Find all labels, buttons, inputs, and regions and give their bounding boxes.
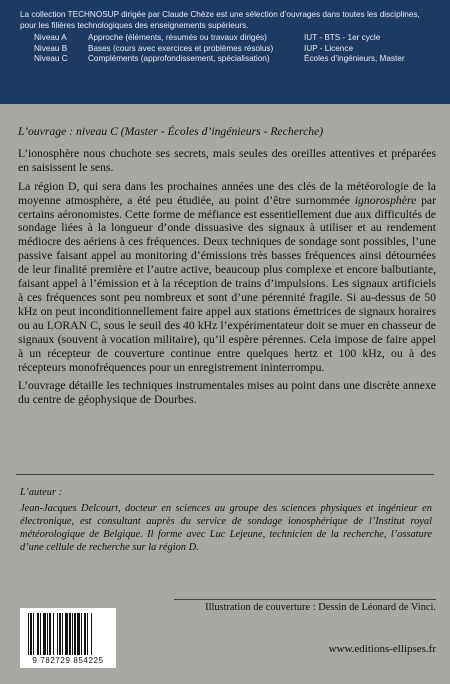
barcode-bar: [47, 613, 48, 655]
collection-header-band: [0, 0, 450, 104]
level-description: Approche (éléments, résumés ou travaux dirigés): [88, 33, 267, 43]
emphasized-term: ignorosphère: [354, 193, 417, 207]
level-row: [20, 54, 438, 65]
level-target: IUT - BTS - 1er cycle: [304, 33, 381, 43]
author-label: L’auteur :: [20, 487, 63, 498]
author-section: [20, 487, 432, 555]
barcode-bar: [49, 613, 51, 655]
description-paragraph-1: L’ionosphère nous chuchote ses secrets, mais seules des oreilles attentives et préparées en saisissent le sens.: [18, 146, 436, 174]
level-row: [20, 33, 438, 44]
barcode: [20, 608, 116, 668]
barcode-bar: [84, 613, 86, 655]
barcode-bar: [37, 613, 39, 655]
author-bio: Jean-Jacques Delcourt, docteur en sciences au groupe des sciences physiques et ingénieur en électronique, est consultant auprès du service de sondage ionosphérique de l’Institut royal météorologique de Belgique. Il forme avec Luc Lejeune, technicien de la recherche, l’ossature d’une cellule de recherche sur la région D.: [20, 502, 432, 553]
barcode-bar: [59, 613, 61, 655]
author-divider: [16, 474, 434, 475]
barcode-bar: [62, 613, 63, 655]
barcode-bar: [43, 613, 46, 655]
barcode-bar: [72, 613, 73, 655]
barcode-bar: [30, 613, 32, 655]
level-name: Niveau B: [34, 43, 68, 53]
cover-credit: Illustration de couverture : Dessin de Léonard de Vinci.: [205, 602, 436, 613]
isbn-number: 9 782729 854225: [32, 656, 104, 665]
description-paragraph-3: L’ouvrage détaille les techniques instrumentales mises au point dans une discrète annexe du centre de géophysique de Dourbes.: [18, 379, 436, 407]
barcode-bar: [65, 613, 68, 655]
barcode-bar: [74, 613, 76, 655]
barcode-bar: [69, 613, 71, 655]
barcode-bar: [53, 613, 54, 655]
level-target: Écoles d’ingénieurs, Master: [304, 54, 405, 64]
level-table: [20, 33, 438, 65]
barcode-bar: [87, 613, 88, 655]
barcode-bar: [40, 613, 41, 655]
collection-intro-line-2: pour les filières technologiques des enseignements supérieurs.: [20, 20, 249, 30]
publisher-website[interactable]: www.editions-ellipses.fr: [328, 643, 436, 655]
barcode-bar: [77, 613, 80, 655]
cover-credit-divider: [174, 599, 436, 600]
collection-intro: [20, 10, 438, 31]
barcode-bar: [28, 613, 29, 655]
barcode-bar: [33, 613, 34, 655]
level-name: Niveau A: [34, 33, 67, 43]
barcode-bar: [57, 613, 58, 655]
level-description: Compléments (approfondissement, spécialisation): [88, 54, 270, 64]
paragraph-2-end: par certains aéronomistes. Cette forme de méfiance est essentiellement due aux difficultés de sondage liées à la longueur d’onde dissuasive des signaux à utiliser et au rendement médiocre des aériens à ces fréquences. Deux techniques de sondage sont possibles, l’une passive faisant appel au monitoring d’émissions très basses fréquences ainsi détournées de leur finalité première et l’autre active, beaucoup plus complexe et encore balbutiante, faisant appel à l’émission et à la réception de trains d’impulsions. Les signaux artificiels à ces fréquences sont peu nombreux et sont d’une pérennité fragile. Si au-dessus de 50 kHz on peut inconditionnellement faire appel aux stations émettrices de signaux horaires ou au LORAN C, sous le seuil des 40 kHz l’expérimentateur doit se muer en chasseur de signaux (souvent à vocation militaire), qu’il espère pérennes. Cela impose de faire appel à un récepteur de couverture continue entre quelques hertz et 100 kHz, ou à des récepteurs monofréquences pour un enregistrement ininterrompu.: [18, 193, 436, 374]
level-name: Niveau C: [34, 54, 68, 64]
paragraph-2-start: La région D, qui sera dans les prochaines années une des clés de la météorologie de la moyenne atmosphère, a été peu étudiée, au point d’être surnommée: [18, 179, 436, 207]
level-row: [20, 44, 438, 55]
barcode-bar: [81, 613, 82, 655]
description-paragraph-2: [18, 180, 436, 375]
level-target: IUP - Licence: [304, 43, 353, 53]
barcode-bar: [91, 613, 92, 655]
barcode-bars: [28, 613, 108, 655]
level-description: Bases (cours avec exercices et problèmes résolus): [88, 43, 274, 53]
book-description: [18, 125, 436, 412]
level-heading: L’ouvrage : niveau C (Master - Écoles d’ingénieurs - Recherche): [18, 125, 324, 138]
collection-intro-line-1: La collection TECHNOSUP dirigée par Claude Chèze est une sélection d’ouvrages dans toutes les disciplines,: [20, 10, 420, 19]
